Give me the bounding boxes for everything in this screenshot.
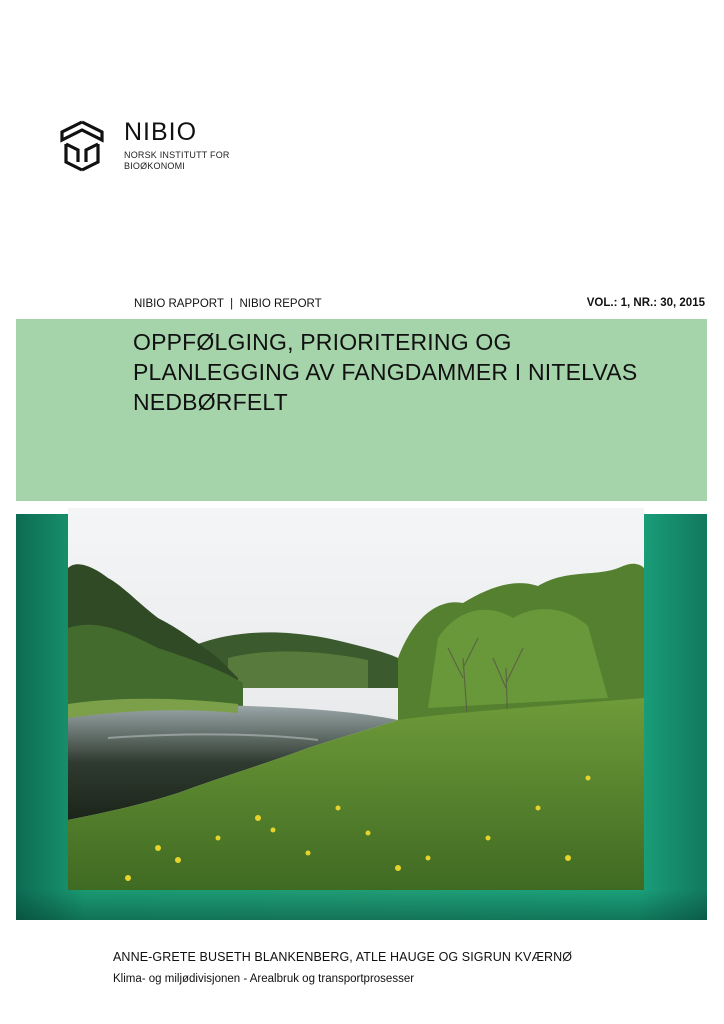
title-line-3: NEDBØRFELT [133, 389, 288, 415]
river-landscape-illustration [68, 508, 644, 890]
report-title [133, 327, 673, 417]
logo-subtitle-line1: NORSK INSTITUTT FOR [124, 150, 230, 160]
logo-subtitle-line2: BIOØKONOMI [124, 161, 186, 171]
logo-subtitle [124, 150, 230, 172]
logo-name: NIBIO [124, 118, 198, 146]
nibio-logo [56, 118, 256, 178]
title-line-1: OPPFØLGING, PRIORITERING OG [133, 329, 512, 355]
division: Klima- og miljødivisjonen - Arealbruk og transportprosesser [113, 973, 415, 985]
authors: ANNE-GRETE BUSETH BLANKENBERG, ATLE HAUGE OG SIGRUN KVÆRNØ [113, 950, 573, 964]
cover-photo [68, 508, 644, 890]
volume-number: VOL.: 1, NR.: 30, 2015 [586, 297, 705, 309]
title-line-2: PLANLEGGING AV FANGDAMMER I NITELVAS [133, 359, 638, 385]
nibio-emblem-icon [56, 118, 108, 174]
report-series: NIBIO RAPPORT | NIBIO REPORT [134, 298, 322, 310]
